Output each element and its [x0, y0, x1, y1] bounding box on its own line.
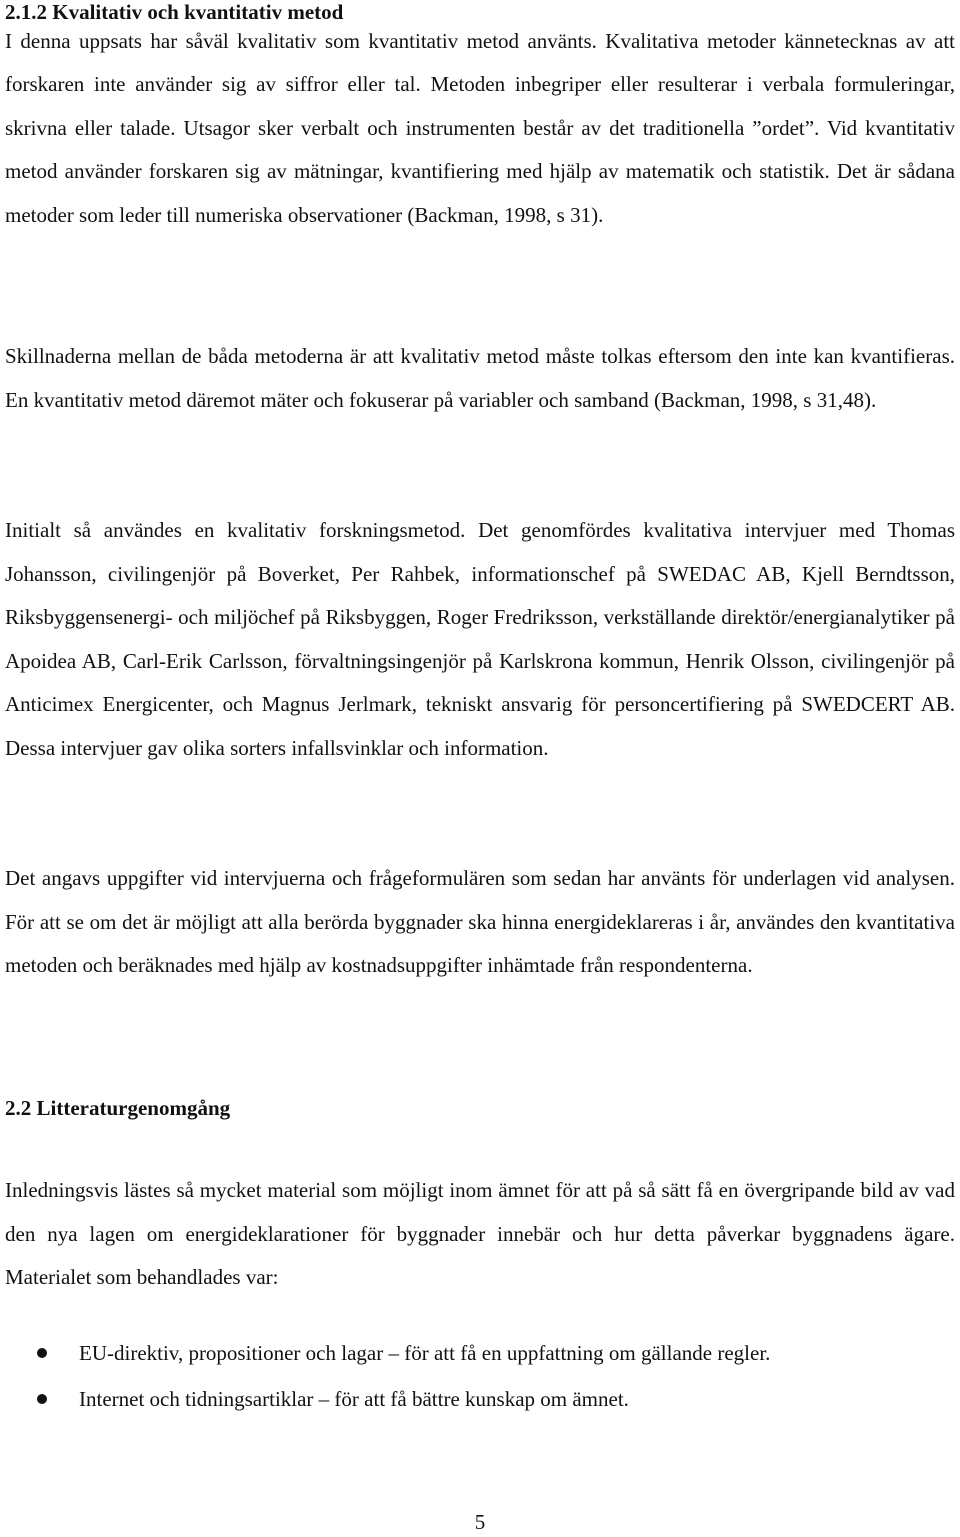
- literature-bullet-list: [5, 1330, 955, 1422]
- paragraph-methods-differences: Skillnaderna mellan de båda metoderna är att kvalitativ metod måste tolkas eftersom den inte kan kvantifieras. En kvantitativ metod däremot mäter och fokuserar på variabler och samband (Backman, 1998, s 31,48).: [5, 344, 955, 412]
- paragraph-methods-intro: I denna uppsats har såväl kvalitativ som kvantitativ metod använts. Kvalitativa metoder kännetecknas av att forskaren inte använder sig av siffror eller tal. Metoden inbegriper eller resulterar i verbala formuleringar, skrivna eller talade. Utsagor sker verbalt och instrumenten består av det traditionella ”ordet”. Vid kvantitativ metod använder forskaren sig av mätningar, kvantifiering med hjälp av matematik och statistik. Det är sådana metoder som leder till numeriska observationer (Backman, 1998, s 31).: [5, 29, 955, 227]
- bullet-icon: [37, 1348, 47, 1358]
- bullet-icon: [37, 1394, 47, 1404]
- list-item-text: Internet och tidningsartiklar – för att få bättre kunskap om ämnet.: [79, 1387, 629, 1411]
- page-number: 5: [474, 1510, 486, 1534]
- list-item-text: EU-direktiv, propositioner och lagar – för att få en uppfattning om gällande regler.: [79, 1341, 771, 1365]
- section-heading-literature: 2.2 Litteraturgenomgång: [5, 1096, 231, 1120]
- paragraph-quantitative-analysis: Det angavs uppgifter vid intervjuerna och frågeformulären som sedan har använts för underlagen vid analysen. För att se om det är möjligt att alla berörda byggnader ska hinna energideklareras i år, användes den kvantitativa metoden och beräknades med hjälp av kostnadsuppgifter inhämtade från respondenterna.: [5, 866, 955, 978]
- list-item: [5, 1376, 955, 1422]
- section-heading-methods: 2.1.2 Kvalitativ och kvantitativ metod: [5, 0, 344, 24]
- paragraph-interviews: Initialt så användes en kvalitativ forskningsmetod. Det genomfördes kvalitativa intervjuer med Thomas Johansson, civilingenjör på Boverket, Per Rahbek, informationschef på SWEDAC AB, Kjell Berndtsson, Riksbyggensenergi- och miljöchef på Riksbyggen, Roger Fredriksson, verkställande direktör/energianalytiker på Apoidea AB, Carl-Erik Carlsson, förvaltningsingenjör på Karlskrona kommun, Henrik Olsson, civilingenjör på Anticimex Energicenter, och Magnus Jerlmark, tekniskt ansvarig för personcertifiering på SWEDCERT AB. Dessa intervjuer gav olika sorters infallsvinklar och information.: [5, 518, 955, 760]
- list-item: [5, 1330, 955, 1376]
- paragraph-literature-intro: Inledningsvis lästes så mycket material som möjligt inom ämnet för att på så sätt få en övergripande bild av vad den nya lagen om energideklarationer för byggnader innebär och hur detta påverkar byggnadens ägare. Materialet som behandlades var:: [5, 1178, 955, 1290]
